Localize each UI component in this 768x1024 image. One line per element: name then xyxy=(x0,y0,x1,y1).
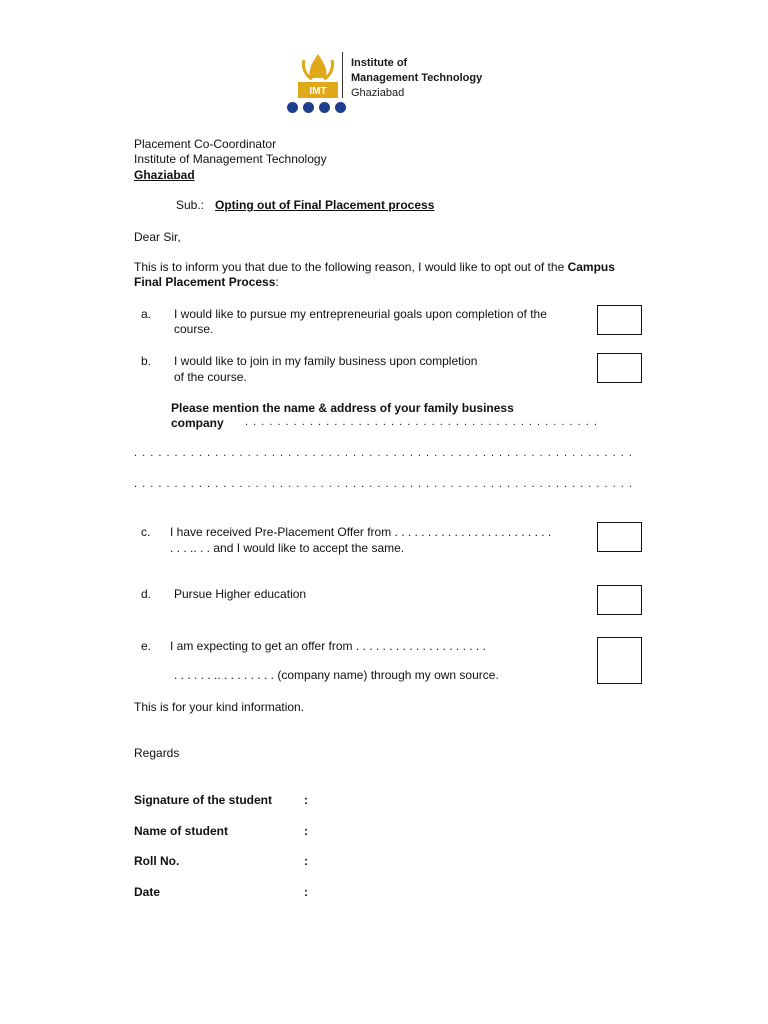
logo-line-3: Ghaziabad xyxy=(351,87,405,99)
option-a-line-1: I would like to pursue my entrepreneurial goals upon completion of the xyxy=(174,307,547,321)
option-c-line-2: . . . .. . . and I would like to accept the same. xyxy=(170,541,405,555)
option-c-line-1: I have received Pre-Placement Offer from . . . . . . . . . . . . . . . . . . . . . . . . xyxy=(170,525,552,539)
subject-text: Opting out of Final Placement process xyxy=(215,198,435,212)
intro-bold-process: Final Placement Process xyxy=(134,275,276,289)
business-name-fill-line[interactable]: . . . . . . . . . . . . . . . . . . . . . . . . . . . . . . . . . . . . . . . . . . . . xyxy=(245,416,598,428)
option-a-checkbox[interactable] xyxy=(597,305,642,335)
option-e-marker: e. xyxy=(141,639,152,653)
field-label-signature: Signature of the student xyxy=(134,793,272,807)
field-label-date: Date xyxy=(134,885,161,899)
field-colon: : xyxy=(304,885,308,899)
field-label-roll-no: Roll No. xyxy=(134,854,180,868)
intro-text: This is to inform you that due to the following reason, I would like to opt out of the xyxy=(134,260,568,274)
option-b-marker: b. xyxy=(141,354,152,368)
option-a-line-2: course. xyxy=(174,322,214,336)
logo-line-2: Management Technology xyxy=(351,72,483,84)
logo-dot xyxy=(335,102,346,113)
option-d-marker: d. xyxy=(141,587,152,601)
address-line-2: Institute of Management Technology xyxy=(134,152,327,166)
logo-dot xyxy=(319,102,330,113)
business-address-fill-line-1[interactable]: . . . . . . . . . . . . . . . . . . . . . . . . . . . . . . . . . . . . . . . . . . . . . . . . . . . . . . . . . . . . . . xyxy=(134,447,633,459)
option-d-checkbox[interactable] xyxy=(597,585,642,615)
option-e-line-2: . . . . . . .. . . . . . . . . (company name) through my own source. xyxy=(174,668,499,682)
closing-info: This is for your kind information. xyxy=(134,700,305,714)
option-e-checkbox[interactable] xyxy=(597,637,642,684)
business-address-fill-line-2[interactable]: . . . . . . . . . . . . . . . . . . . . . . . . . . . . . . . . . . . . . . . . . . . . . . . . . . . . . . . . . . . . . . xyxy=(134,478,633,490)
field-colon: : xyxy=(304,854,308,868)
business-prompt-line-2: company xyxy=(171,416,224,430)
closing-regards: Regards xyxy=(134,746,180,760)
logo-dot xyxy=(303,102,314,113)
intro-line-2 xyxy=(134,275,279,289)
address-line-3: Ghaziabad xyxy=(134,168,195,182)
option-a-marker: a. xyxy=(141,307,152,321)
field-colon: : xyxy=(304,824,308,838)
logo-dot xyxy=(287,102,298,113)
option-e-line-1: I am expecting to get an offer from . . . . . . . . . . . . . . . . . . . . xyxy=(170,639,486,653)
intro-line-1 xyxy=(134,260,615,274)
logo-line-1: Institute of xyxy=(351,57,408,69)
logo-divider xyxy=(342,52,343,98)
option-b-line-2: of the course. xyxy=(174,370,247,384)
address-line-1: Placement Co-Coordinator xyxy=(134,137,277,151)
subject-label: Sub.: xyxy=(176,198,205,212)
option-c-checkbox[interactable] xyxy=(597,522,642,552)
field-colon: : xyxy=(304,793,308,807)
option-d-line-1: Pursue Higher education xyxy=(174,587,307,601)
intro-bold-campus: Campus xyxy=(567,260,615,274)
option-b-line-1: I would like to join in my family business upon completion xyxy=(174,354,478,368)
salutation: Dear Sir, xyxy=(134,230,181,244)
intro-colon: : xyxy=(275,275,279,289)
field-label-name: Name of student xyxy=(134,824,229,838)
option-c-marker: c. xyxy=(141,525,151,539)
option-b-checkbox[interactable] xyxy=(597,353,642,383)
business-prompt-line-1: Please mention the name & address of your family business xyxy=(171,401,514,415)
logo-wordmark xyxy=(351,56,482,101)
imt-emblem-icon xyxy=(298,52,338,98)
logo-badge-text: IMT xyxy=(309,86,327,97)
